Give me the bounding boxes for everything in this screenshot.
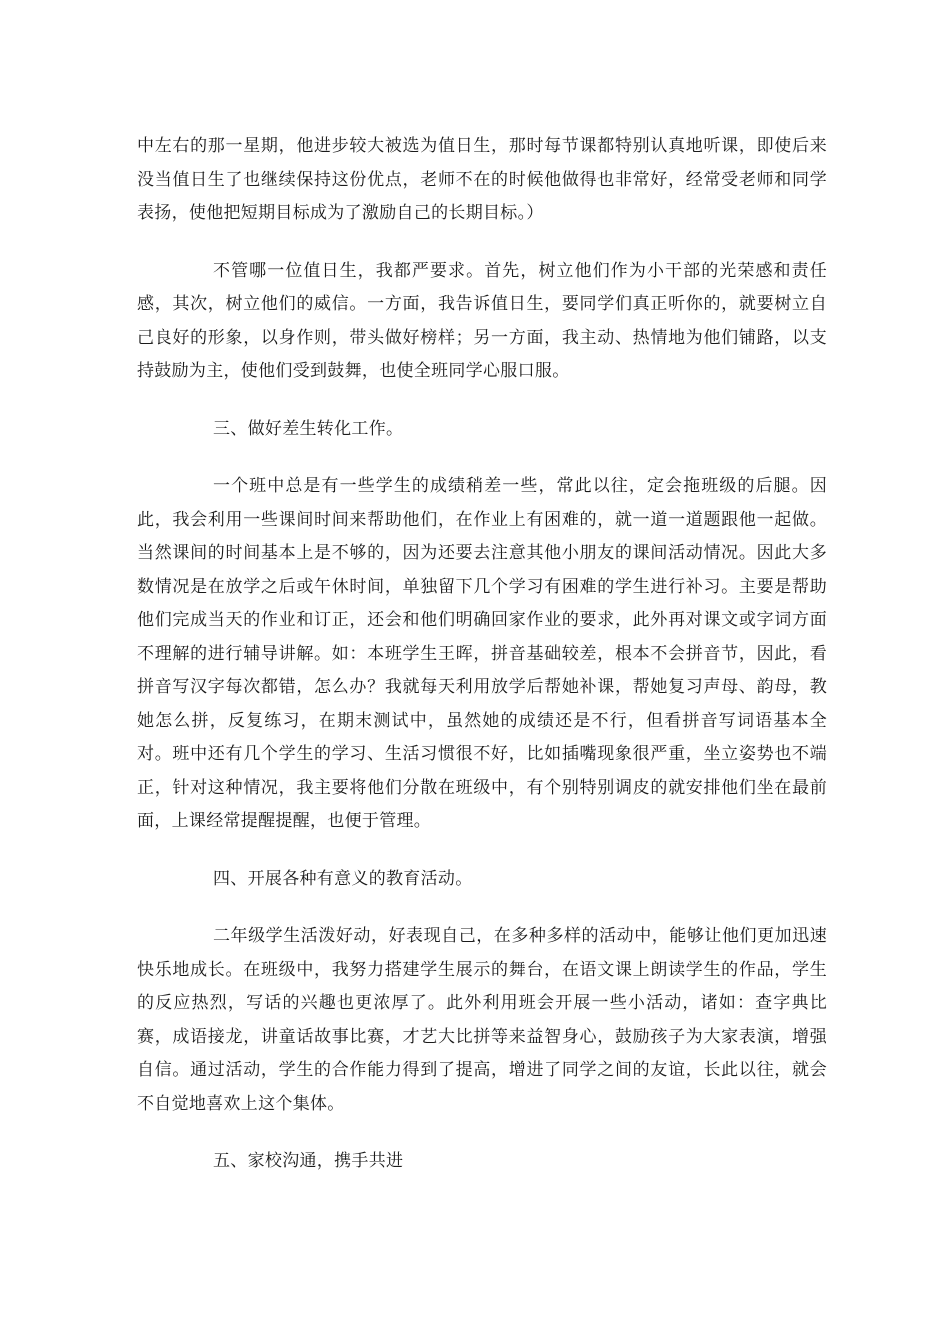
section-heading-4: 四、开展各种有意义的教育活动。	[213, 868, 473, 889]
paragraph-continuation: 中左右的那一星期，他进步较大被选为值日生，那时每节课都特别认真地听课，即使后来没当值日生了也继续保持这份优点，老师不在的时候他做得也非常好，经常受老师和同学表扬，使他把短期目标成为了激励自己的长期目标。）	[137, 136, 827, 223]
paragraph-activities: 二年级学生活泼好动，好表现自己，在多种多样的活动中，能够让他们更加迅速快乐地成长。在班级中，我努力搭建学生展示的舞台，在语文课上朗读学生的作品，学生的反应热烈，写话的兴趣也更浓厚了。此外利用班会开展一些小活动，诸如：查字典比赛，成语接龙，讲童话故事比赛，才艺大比拼等来益智身心，鼓励孩子为大家表演，增强自信。通过活动，学生的合作能力得到了提高，增进了同学之间的友谊，长此以往，就会不自觉地喜欢上这个集体。	[137, 926, 827, 1114]
section-heading-3: 三、做好差生转化工作。	[213, 418, 404, 439]
paragraph-duty-students: 不管哪一位值日生，我都严要求。首先，树立他们作为小干部的光荣感和责任感，其次，树立他们的威信。一方面，我告诉值日生，要同学们真正听你的，就要树立自己良好的形象，以身作则，带头做好榜样；另一方面，我主动、热情地为他们铺路，以支持鼓励为主，使他们受到鼓舞，也使全班同学心服口服。	[137, 260, 827, 381]
section-heading-5: 五、家校沟通，携手共进	[213, 1151, 404, 1171]
document-body	[137, 130, 827, 1203]
paragraph-struggling-students: 一个班中总是有一些学生的成绩稍差一些，常此以往，定会拖班级的后腿。因此，我会利用一些课间时间来帮助他们，在作业上有困难的，就一道一道题跟他一起做。当然课间的时间基本上是不够的，因为还要去注意其他小朋友的课间活动情况。因此大多数情况是在放学之后或午休时间，单独留下几个学习有困难的学生进行补习。主要是帮助他们完成当天的作业和订正，还会和他们明确回家作业的要求，此外再对课文或字词方面不理解的进行辅导讲解。如：本班学生王晖，拼音基础较差，根本不会拼音节，因此，看拼音写汉字每次都错，怎么办？我就每天利用放学后帮她补课，帮她复习声母、韵母，教她怎么拼，反复练习，在期末测试中，虽然她的成绩还是不行，但看拼音写词语基本全对。班中还有几个学生的学习、生活习惯很不好，比如插嘴现象很严重，坐立姿势也不端正，针对这种情况，我主要将他们分散在班级中，有个别特别调皮的就安排他们坐在最前面，上课经常提醒提醒，也便于管理。	[137, 476, 827, 831]
